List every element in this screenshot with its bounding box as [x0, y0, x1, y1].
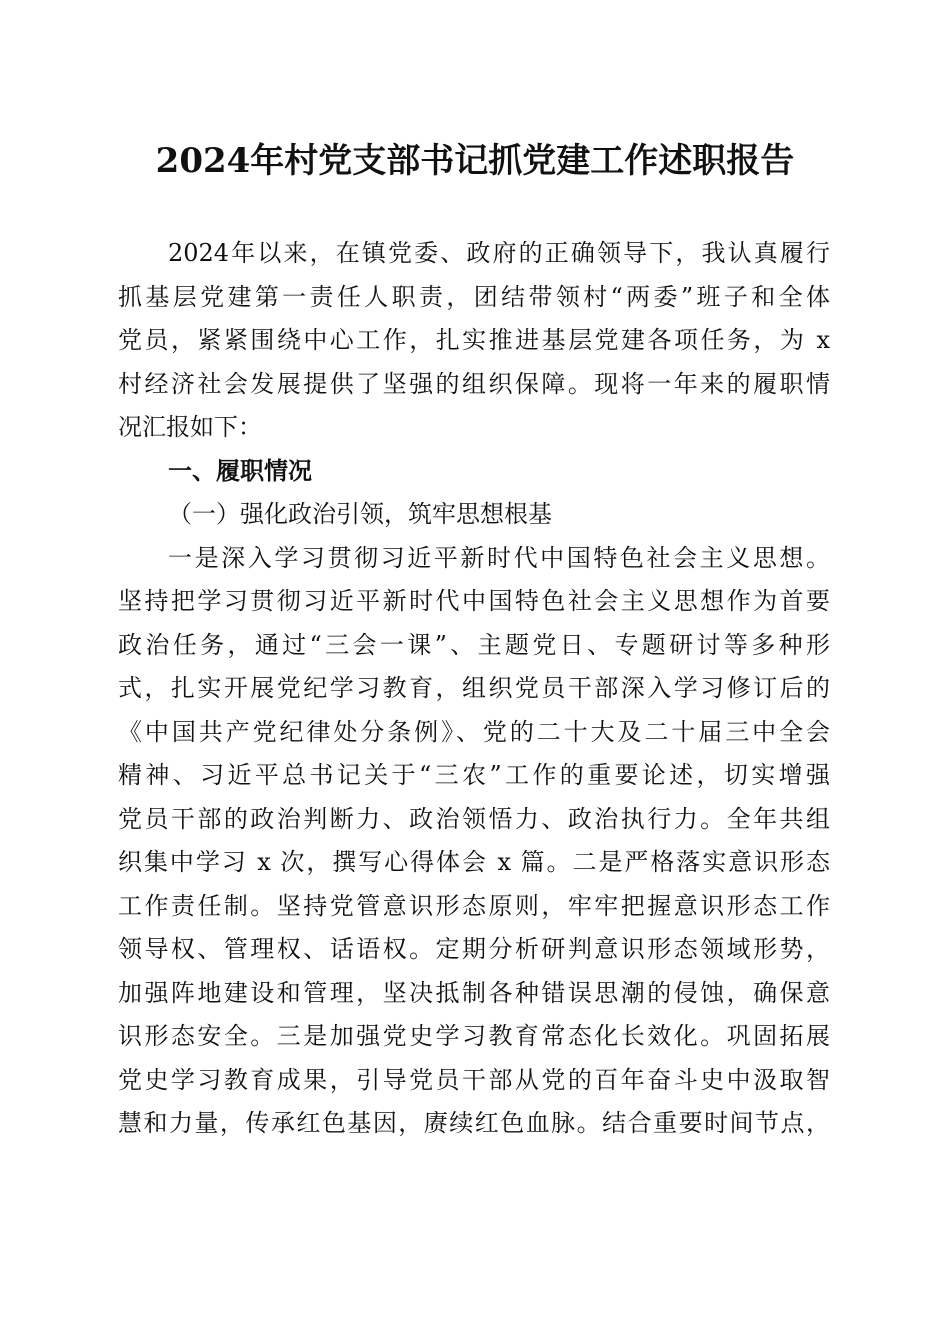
body-line: 工作责任制。坚持党管意识形态原则，牢牢把握意识形态工作: [118, 891, 830, 920]
intro-line: 抓基层党建第一责任人职责，团结带领村“两委”班子和全体: [118, 282, 830, 311]
body-line: 政治任务，通过“三会一课”、主题党日、专题研讨等多种形: [118, 630, 830, 659]
body-line: 慧和力量，传承红色基因，赓续红色血脉。结合重要时间节点，: [118, 1109, 830, 1137]
body-line: 识形态安全。三是加强党史学习教育常态化长效化。巩固拓展: [118, 1022, 830, 1050]
intro-line: 党员，紧紧围绕中心工作，扎实推进基层党建各项任务，为 x: [118, 326, 830, 354]
body-line: 坚持把学习贯彻习近平新时代中国特色社会主义思想作为首要: [118, 587, 830, 615]
body-line: 党员干部的政治判断力、政治领悟力、政治执行力。全年共组: [118, 804, 830, 833]
body-line: 加强阵地建设和管理，坚决抵制各种错误思潮的侵蚀，确保意: [118, 978, 830, 1007]
body-line: 式，扎实开展党纪学习教育，组织党员干部深入学习修订后的: [118, 674, 830, 702]
body-line: 织集中学习 x 次，撰写心得体会 x 篇。二是严格落实意识形态: [118, 848, 830, 876]
intro-line: 村经济社会发展提供了坚强的组织保障。现将一年来的履职情: [118, 369, 830, 398]
body-line: 领导权、管理权、话语权。定期分析研判意识形态领域形势，: [118, 935, 830, 963]
section-heading: 一、履职情况: [168, 456, 312, 485]
body-line: 精神、习近平总书记关于“三农”工作的重要论述，切实增强: [118, 761, 830, 789]
document-title: 2024年村党支部书记抓党建工作述职报告: [155, 141, 795, 181]
body-line: 一是深入学习贯彻习近平新时代中国特色社会主义思想。: [168, 543, 830, 572]
document-body: [118, 232, 830, 1146]
intro-line: 况汇报如下：: [118, 413, 262, 441]
intro-line: 2024年以来，在镇党委、政府的正确领导下，我认真履行: [168, 239, 830, 267]
subsection-heading: （一）强化政治引领，筑牢思想根基: [168, 500, 552, 528]
body-line: 党史学习教育成果，引导党员干部从党的百年奋斗史中汲取智: [118, 1065, 830, 1094]
body-line: 《中国共产党纪律处分条例》、党的二十大及二十届三中全会: [118, 717, 830, 746]
